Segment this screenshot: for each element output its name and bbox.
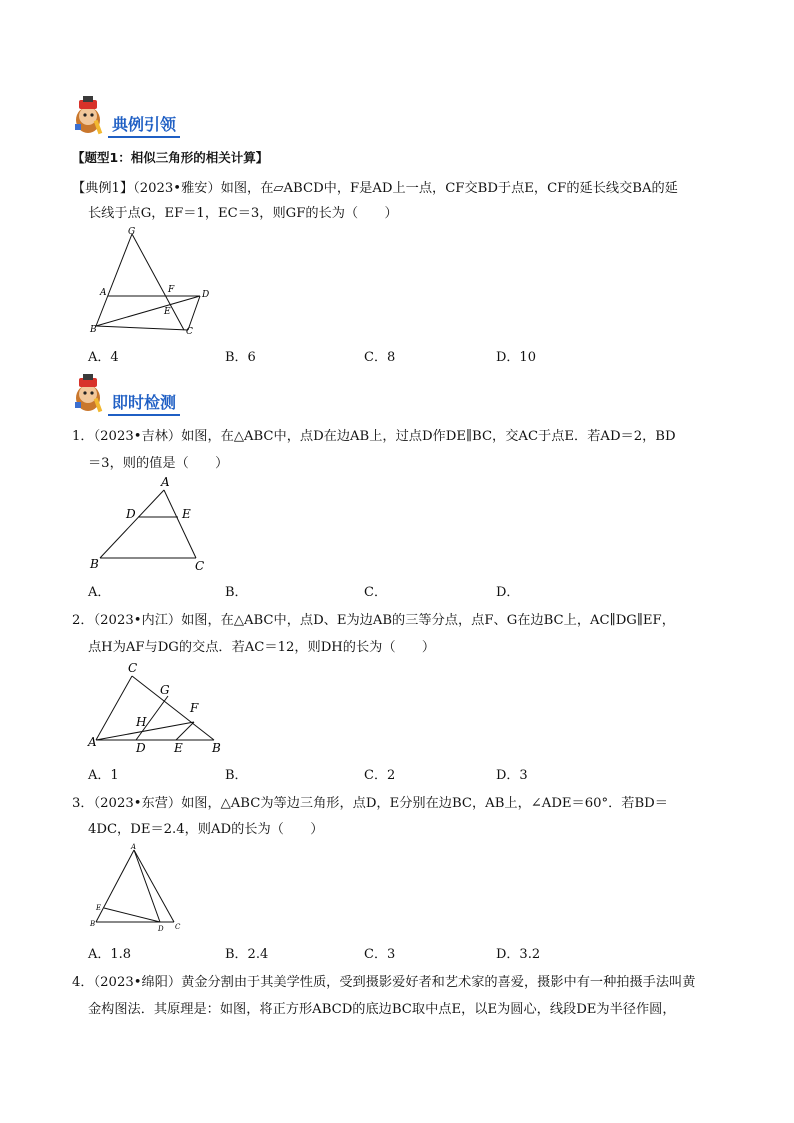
- q3-option-c[interactable]: C．3: [364, 947, 396, 962]
- q2-figure: [86, 658, 226, 758]
- q1-option-b[interactable]: B．: [225, 585, 248, 600]
- section-title: 典例引领: [108, 112, 180, 138]
- label-C: C: [128, 661, 138, 675]
- example1-option-d[interactable]: D．10: [496, 350, 536, 365]
- label-G: G: [128, 227, 136, 237]
- label-H: H: [136, 715, 147, 729]
- example1-line2: 长线于点G，EF＝1，EC＝3，则GF的长为（ ）: [88, 206, 398, 221]
- q2-option-a[interactable]: A．1: [88, 768, 119, 783]
- q3-line2: 4DC，DE＝2.4，则AD的长为（ ）: [88, 822, 324, 837]
- q1-figure: [86, 474, 216, 574]
- q1-line2: ＝3，则的值是（ ）: [88, 456, 229, 471]
- label-D: D: [126, 507, 136, 521]
- example1-line1: 【典例1】（2023•雅安）如图，在▱ABCD中，F是AD上一点，CF交BD于点E，CF的延长线交BA的延: [72, 181, 678, 196]
- q2-option-d[interactable]: D．3: [496, 768, 528, 783]
- label-A: A: [88, 735, 97, 749]
- section-title: 即时检测: [108, 390, 180, 416]
- label-D: D: [136, 741, 146, 755]
- example1-option-c[interactable]: C．8: [364, 350, 396, 365]
- label-D: D: [202, 290, 210, 300]
- q3-line1: 3．（2023•东营）如图，△ABC为等边三角形，点D，E分别在边BC，AB上，∠ADE＝60°．若BD＝: [72, 796, 668, 811]
- q2-line2: 点H为AF与DG的交点．若AC＝12，则DH的长为（ ）: [88, 640, 436, 655]
- q3-option-d[interactable]: D．3.2: [496, 947, 541, 962]
- label-D: D: [158, 925, 164, 933]
- q2-option-b[interactable]: B．: [225, 768, 248, 783]
- label-A: A: [100, 288, 107, 298]
- label-C: C: [195, 559, 205, 573]
- example1-figure: [84, 224, 224, 340]
- q4-line1: 4．（2023•绵阳）黄金分割由于其美学性质，受到摄影爱好者和艺术家的喜爱，摄影中有一种拍摄手法叫黄: [72, 975, 696, 990]
- label-B: B: [212, 741, 221, 755]
- pencil-mascot-icon: [72, 374, 106, 414]
- q1-option-d[interactable]: D．: [496, 585, 520, 600]
- label-A: A: [161, 475, 170, 489]
- label-E: E: [182, 507, 191, 521]
- q3-option-b[interactable]: B．2.4: [225, 947, 269, 962]
- q1-line1: 1．（2023•吉林）如图，在△ABC中，点D在边AB上，过点D作DE∥BC，交AC于点E．若AD＝2，BD: [72, 429, 676, 444]
- label-C: C: [175, 923, 181, 931]
- label-E: E: [96, 904, 102, 912]
- label-G: G: [160, 683, 170, 697]
- label-F: F: [190, 701, 199, 715]
- type-heading: 【题型1：相似三角形的相关计算】: [72, 150, 269, 165]
- label-A: A: [131, 843, 137, 851]
- q3-option-a[interactable]: A．1.8: [88, 947, 132, 962]
- label-E: E: [174, 741, 183, 755]
- q1-option-c[interactable]: C．: [364, 585, 387, 600]
- q2-option-c[interactable]: C．2: [364, 768, 396, 783]
- label-B: B: [90, 557, 99, 571]
- example1-option-a[interactable]: A．4: [88, 350, 119, 365]
- q3-figure: [86, 840, 196, 936]
- label-C: C: [186, 327, 193, 337]
- example1-option-b[interactable]: B．6: [225, 350, 256, 365]
- q1-option-a[interactable]: A．: [88, 585, 111, 600]
- label-B: B: [90, 325, 97, 335]
- pencil-mascot-icon: [72, 96, 106, 136]
- label-E: E: [164, 307, 171, 317]
- q2-line1: 2．（2023•内江）如图，在△ABC中，点D、E为边AB的三等分点，点F、G在边BC上，AC∥DG∥EF，: [72, 613, 675, 628]
- label-F: F: [168, 285, 175, 295]
- q4-line2: 金构图法．其原理是：如图，将正方形ABCD的底边BC取中点E，以E为圆心，线段DE为半径作圆，: [88, 1002, 676, 1017]
- label-B: B: [90, 920, 96, 928]
